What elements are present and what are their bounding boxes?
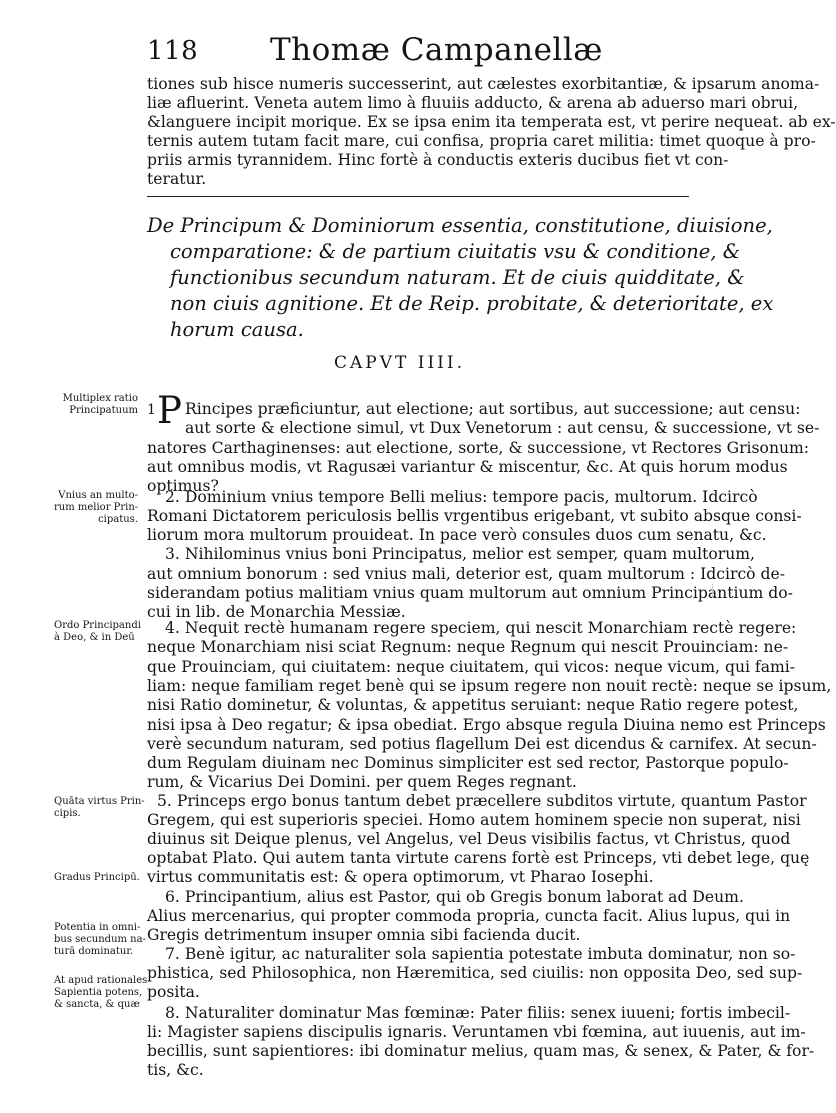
margin-note-line: rum melior Prin- (54, 502, 139, 513)
text-line: 2. Dominium vnius tempore Belli melius: tempore pacis, multorum. Idcircò (165, 488, 758, 506)
section-rule (147, 196, 689, 197)
margin-note-line: turā dominatur. (54, 946, 134, 957)
text-line: que Prouinciam, qui ciuitatem: neque ciuitatem, qui vicos: neque vicum, qui fami- (147, 658, 796, 676)
text-line: liæ afluerint. Veneta autem limo à fluuiis adducto, & arena ab aduerso mari obrui, (147, 94, 799, 112)
margin-note (54, 490, 138, 526)
margin-note (54, 975, 148, 1011)
text-line: tis, &c. (147, 1061, 204, 1079)
section-heading-line: horum causa. (170, 318, 304, 341)
margin-note (54, 620, 141, 644)
text-line: aut sorte & electione simul, vt Dux Venetorum : aut censu, & successione, vt se- (185, 419, 820, 437)
margin-note-line: & sancta, & quæ (54, 999, 140, 1010)
text-line: nisi ipsa à Deo regatur; & ipsa obediat. Ergo absque regula Diuina nemo est Princeps (147, 716, 826, 734)
text-line: 8. Naturaliter dominatur Mas fœminæ: Pater filiis: senex iuueni; fortis imbecil- (165, 1004, 791, 1022)
margin-note (54, 796, 145, 820)
margin-note-line: Sapientia potens, (54, 987, 143, 998)
text-line: phistica, sed Philosophica, non Hæremitica, sed ciuilis: non opposita Deo, sed sup- (147, 964, 803, 982)
margin-note-line: Multiplex ratio (62, 393, 138, 404)
section-heading-line: functionibus secundum naturam. Et de ciuis quidditate, & (170, 266, 745, 289)
section-heading-line: comparatione: & de partium ciuitatis vsu & conditione, & (170, 240, 741, 263)
text-line: Gregis detrimentum insuper omnia sibi facienda ducit. (147, 926, 581, 944)
text-line: natores Carthaginenses: aut electione, sorte, & successione, vt Rectores Grisonum: (147, 439, 810, 457)
text-line: 7. Benè igitur, ac naturaliter sola sapientia potestate imbuta dominatur, non so- (165, 945, 796, 963)
text-line: dum Regulam diuinam nec Dominus simpliciter est sed rector, Pastorque populo- (147, 754, 789, 772)
running-head: Thomæ Campanellæ (270, 32, 603, 68)
margin-note-line: Gradus Principū. (54, 872, 140, 883)
margin-note-line: At apud rationales (54, 975, 148, 986)
text-line: siderandam potius malitiam vnius quam multorum aut omnium Principantium do- (147, 584, 793, 602)
paper-mark (712, 584, 719, 598)
text-line: priis armis tyrannidem. Hinc fortè à conductis exteris ducibus fiet vt con- (147, 151, 729, 169)
text-line: teratur. (147, 170, 207, 188)
page-number: 118 (147, 36, 199, 66)
margin-note-line: Ordo Principandi (54, 620, 141, 631)
margin-note (54, 393, 138, 417)
text-line: virtus communitatis est: & opera optimorum, vt Pharao Iosephi. (147, 868, 654, 886)
chapter-title: CAPVT IIII. (334, 353, 466, 373)
text-line: liorum mora multorum prouideat. In pace verò consules duos cum senatu, &c. (147, 526, 767, 544)
text-line: optimus? (147, 477, 219, 495)
text-line: becillis, sunt sapientiores: ibi dominatur melius, quam mas, & senex, & Pater, & for- (147, 1042, 815, 1060)
text-line: liam: neque familiam reget benè qui se ipsum regere non nouit rectè: neque se ipsum, (147, 677, 832, 695)
margin-note (54, 922, 146, 958)
text-line: Romani Dictatorem periculosis bellis vrgentibus erigebant, vt subito absque consi- (147, 507, 802, 525)
text-line: cui in lib. de Monarchia Messiæ. (147, 603, 406, 621)
text-line: diuinus sit Deique plenus, vel Angelus, vel Deus visibilis factus, vt Christus, quod (147, 830, 791, 848)
margin-note (54, 872, 138, 884)
margin-note-line: cipatus. (98, 514, 138, 525)
margin-note-line: Principatuum (69, 405, 138, 416)
text-line: Rincipes præficiuntur, aut electione; aut sortibus, aut successione; aut censu: (185, 400, 801, 418)
text-line: neque Monarchiam nisi sciat Regnum: neque Regnum qui nescit Prouinciam: ne- (147, 638, 789, 656)
margin-note-line: Quāta virtus Prin- (54, 796, 145, 807)
text-line: optabat Plato. Qui autem tanta virtute carens fortè est Princeps, vti debet lege, quę (147, 849, 810, 867)
section-heading-line: De Principum & Dominiorum essentia, constitutione, diuisione, (147, 214, 773, 237)
text-line: 4. Nequit rectè humanam regere speciem, qui nescit Monarchiam rectè regere: (165, 619, 797, 637)
paragraph-number: 1 (147, 402, 156, 418)
text-line: posita. (147, 983, 200, 1001)
text-line: 5. Princeps ergo bonus tantum debet præcellere subditos virtute, quantum Pastor (157, 792, 807, 810)
text-line: aut omnibus modis, vt Ragusæi variantur & miscentur, &c. At quis horum modus (147, 458, 788, 476)
text-line: 3. Nihilominus vnius boni Principatus, melior est semper, quam multorum, (165, 545, 755, 563)
text-line: &languere incipit morique. Ex se ipsa enim ita temperata est, vt perire nequeat. ab ex- (147, 113, 836, 131)
text-line: nisi Ratio dominetur, & voluntas, & appetitus seruiant: neque Ratio regere potest, (147, 696, 799, 714)
text-line: 6. Principantium, alius est Pastor, qui ob Gregis bonum laborat ad Deum. (165, 888, 744, 906)
margin-note-line: cipis. (54, 808, 81, 819)
margin-note-line: Potentia in omni- (54, 922, 141, 933)
text-line: Alius mercenarius, qui propter commoda propria, cuncta facit. Alius lupus, qui in (147, 907, 791, 925)
margin-note-line: Vnius an multo- (58, 490, 138, 501)
margin-note-line: à Deo, & in Deū (54, 632, 135, 643)
text-line: li: Magister sapiens discipulis ignaris. Veruntamen vbi fœmina, aut iuuenis, aut im- (147, 1023, 806, 1041)
text-line: aut omnium bonorum : sed vnius mali, deterior est, quam multorum : Idcircò de- (147, 565, 786, 583)
text-line: verè secundum naturam, sed potius flagellum Dei est dicendus & carnifex. At secun- (147, 735, 817, 753)
margin-note-line: bus secundum na- (54, 934, 146, 945)
text-line: Gregem, qui est superioris speciei. Homo autem hominem specie non superat, nisi (147, 811, 801, 829)
text-line: rum, & Vicarius Dei Domini. per quem Reges regnant. (147, 773, 577, 791)
text-line: tiones sub hisce numeris successerint, aut cælestes exorbitantiæ, & ipsarum anoma- (147, 75, 820, 93)
drop-cap: P (157, 389, 182, 432)
section-heading-line: non ciuis agnitione. Et de Reip. probitate, & deterioritate, ex (170, 292, 774, 315)
text-line: ternis autem tutam facit mare, cui confisa, propria caret militia: timet quoque à pro- (147, 132, 816, 150)
